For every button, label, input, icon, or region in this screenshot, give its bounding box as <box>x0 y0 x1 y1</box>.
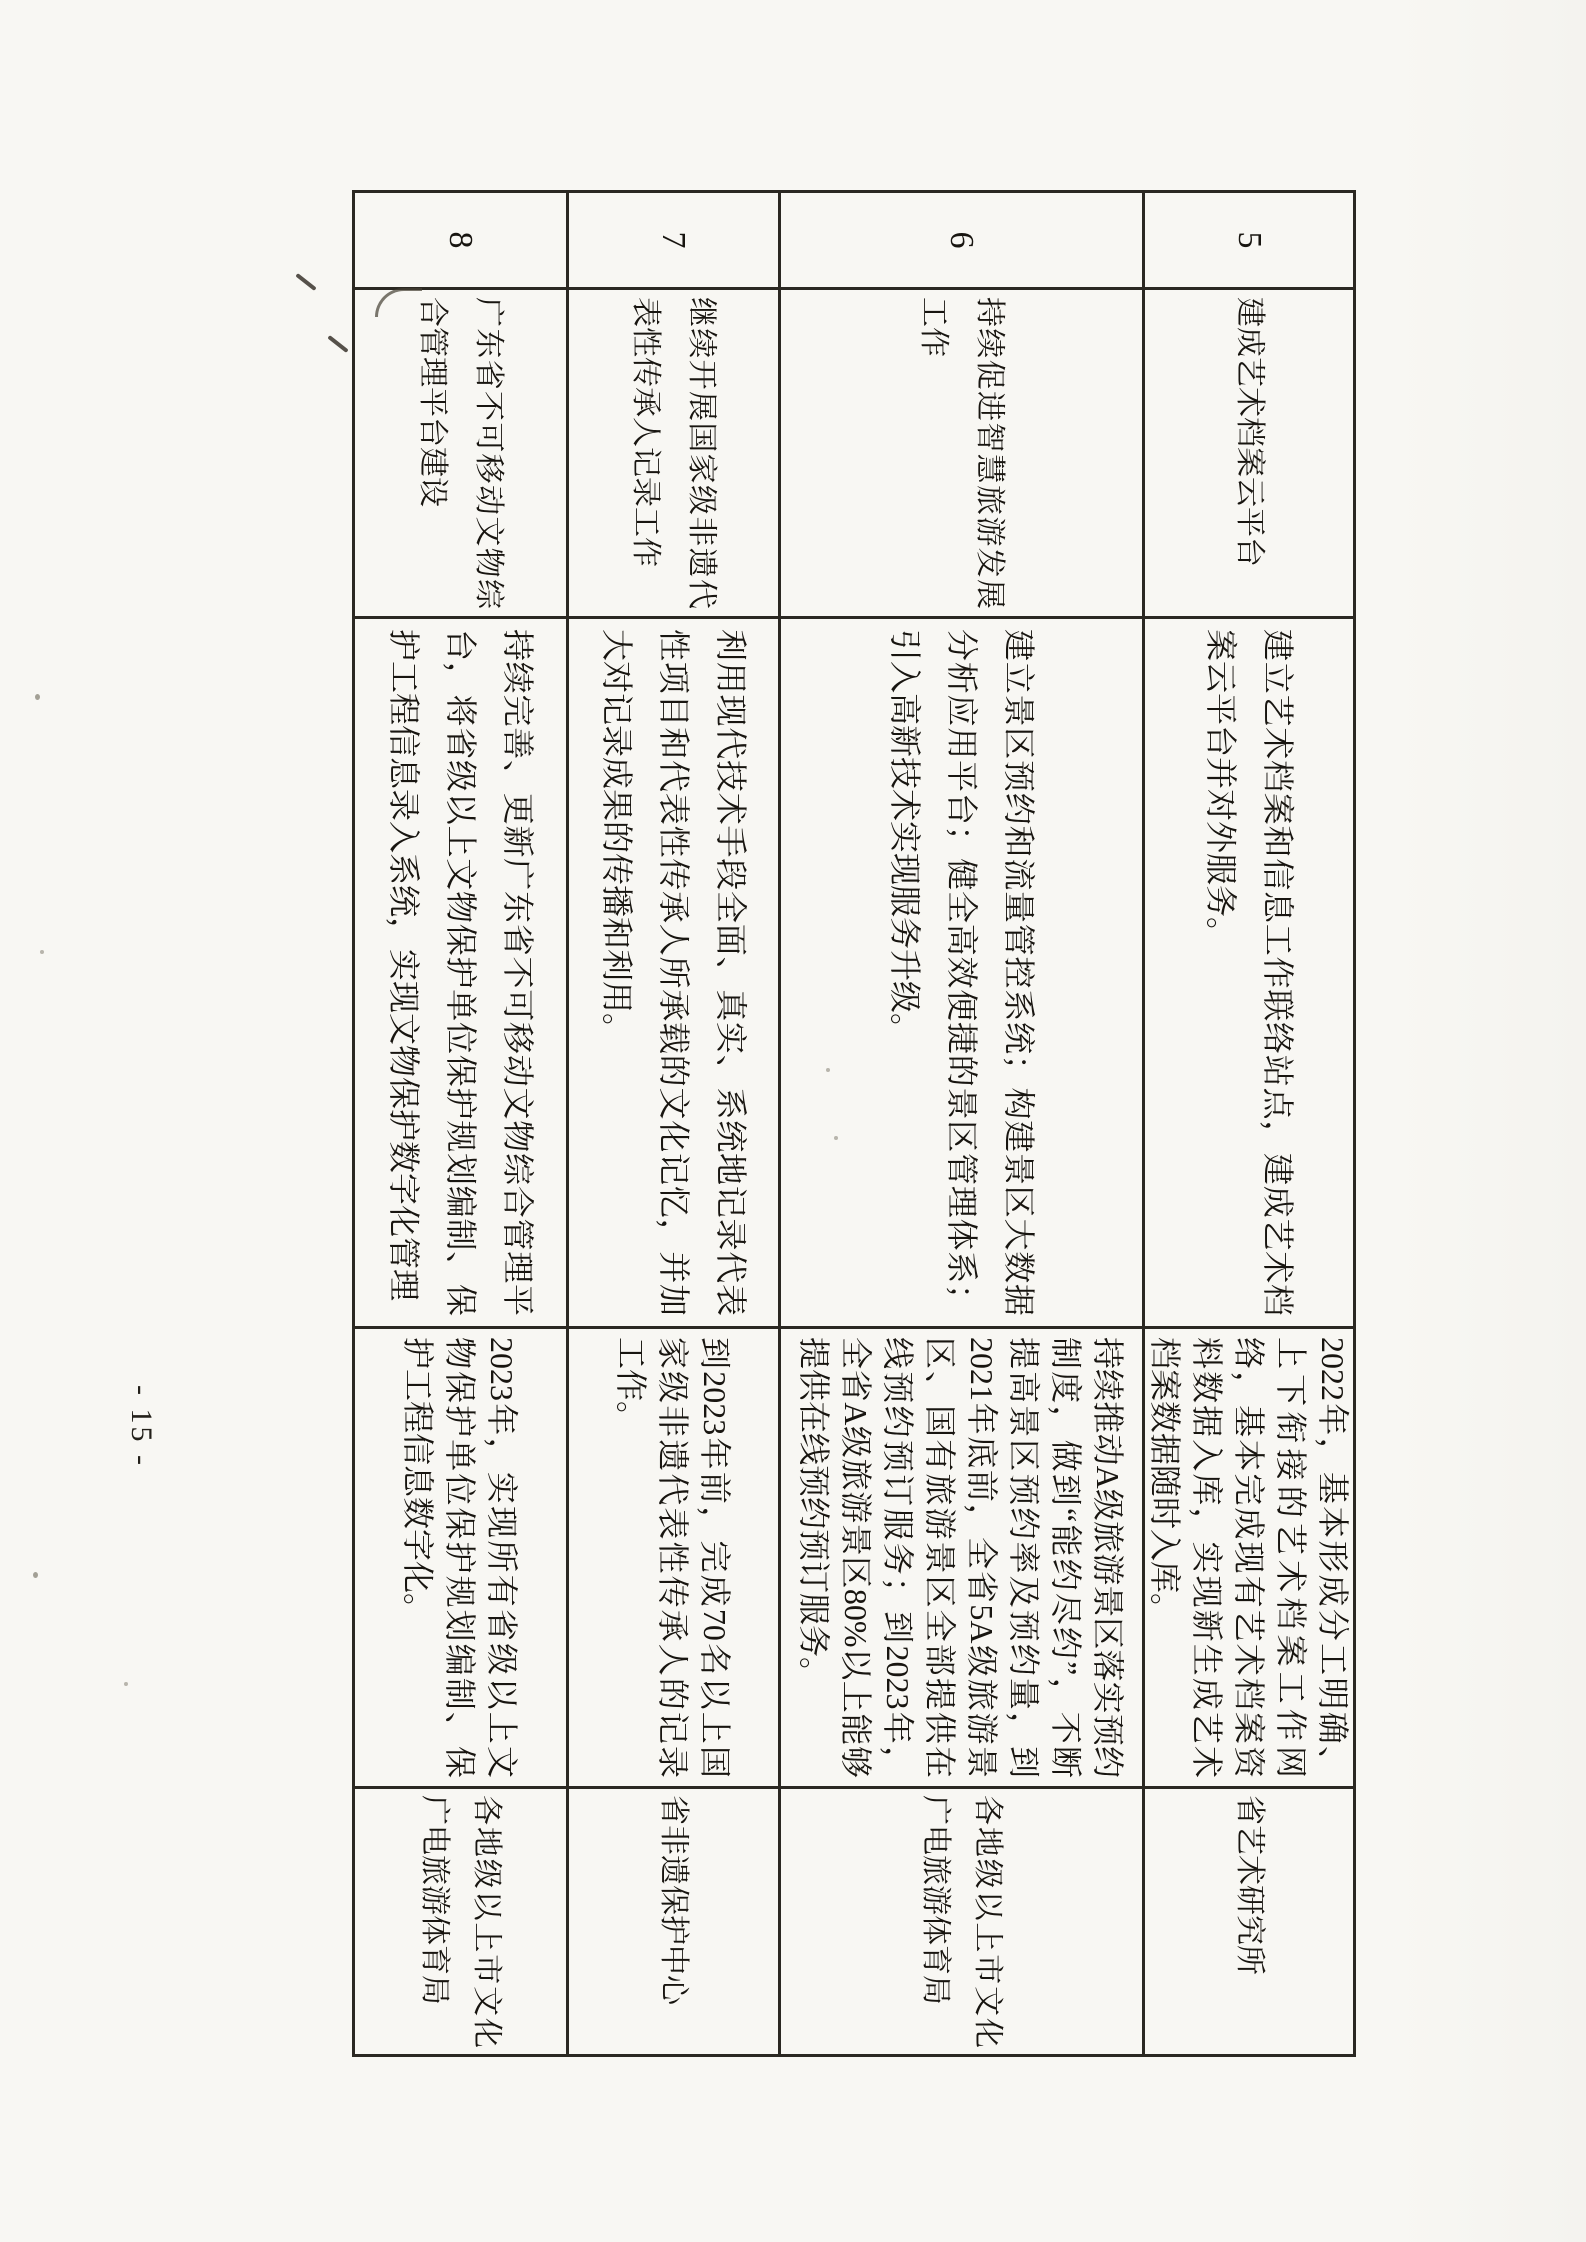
row6-unit: 各地级以上市文化广电旅游体育局 <box>919 1795 1005 2048</box>
row5-measures: 建立艺术档案和信息工作联络站点，建成艺术档案云平台并对外服务。 <box>1203 629 1296 1316</box>
row7-index-cell <box>566 193 778 290</box>
pen-tick-mark <box>327 335 348 353</box>
scan-speck <box>826 1068 830 1072</box>
row7-goal-cell <box>566 1329 778 1789</box>
scan-speck <box>40 950 44 954</box>
row5-task-cell <box>1142 290 1353 619</box>
row8-task-cell <box>355 290 566 619</box>
row8-unit-cell <box>355 1789 566 2054</box>
row8-unit: 各地级以上市文化广电旅游体育局 <box>418 1795 504 2048</box>
row5-unit: 省艺术研究所 <box>1233 1795 1266 1975</box>
row6-index: 6 <box>943 231 981 249</box>
row7-unit: 省非遗保护中心 <box>657 1795 691 2005</box>
row7-task: 继续开展国家级非遗代表性传承人记录工作 <box>629 297 719 609</box>
scan-speck <box>33 1572 38 1578</box>
row6-task: 持续促进智慧旅游发展工作 <box>917 297 1007 609</box>
pen-tick-mark <box>295 273 316 291</box>
row8-index: 8 <box>442 231 480 249</box>
row7-measures: 利用现代技术手段全面、真实、系统地记录代表性项目和代表性传承人所承载的文化记忆，并加大对记录成果的传播和利用。 <box>599 629 749 1316</box>
row8-measures: 持续完善、更新广东省不可移动文物综合管理平台，将省级以上文物保护单位保护规划编制、保护工程信息录入系统，实现文物保护数字化管理 <box>386 629 536 1316</box>
page-number: - 15 - <box>125 1385 158 1468</box>
row5-unit-cell <box>1142 1789 1353 2054</box>
scan-speck <box>124 1682 128 1686</box>
row6-measures: 建立景区预约和流量管控系统；构建景区大数据分析应用平台；健全高效便捷的景区管理体系；引入高新技术实现服务升级。 <box>887 629 1037 1316</box>
scan-speck <box>35 694 40 700</box>
row8-measures-cell <box>355 619 566 1329</box>
scan-speck <box>834 1136 838 1140</box>
row5-goal: 2022年，基本形成分工明确、上下衔接的艺术档案工作网络，基本完成现有艺术档案资料数据入库，实现新生成艺术档案数据随时入库。 <box>1147 1337 1351 1778</box>
row5-index: 5 <box>1231 231 1268 249</box>
work-plan-table <box>352 190 1356 2057</box>
row6-goal: 持续推动A级旅游景区落实预约制度，做到“能约尽约”，不断提高景区预约率及预约量，到2021年底前，全省5A级旅游景区、国有旅游景区全部提供在线预约预订服务；到2023年，全省A级旅游景区80%以上能够提供在线预约预订服务。 <box>796 1337 1127 1778</box>
row7-measures-cell <box>566 619 778 1329</box>
row7-unit-cell <box>566 1789 778 2054</box>
row5-goal-cell <box>1142 1329 1353 1789</box>
row5-measures-cell <box>1142 619 1353 1329</box>
row7-goal: 到2023年前，完成70名以上国家级非遗代表性传承人的记录工作。 <box>613 1337 734 1778</box>
row8-task: 广东省不可移动文物综合管理平台建设 <box>416 297 506 609</box>
row6-unit-cell <box>778 1789 1142 2054</box>
row6-goal-cell <box>778 1329 1142 1789</box>
row7-task-cell <box>566 290 778 619</box>
row8-goal-cell <box>355 1329 566 1789</box>
row8-index-cell <box>355 193 566 290</box>
row6-task-cell <box>778 290 1142 619</box>
row6-measures-cell <box>778 619 1142 1329</box>
row5-index-cell <box>1142 193 1353 290</box>
row7-index: 7 <box>655 231 693 249</box>
row6-index-cell <box>778 193 1142 290</box>
row5-task: 建成艺术档案云平台 <box>1233 297 1266 567</box>
row8-goal: 2023年，实现所有省级以上文物保护单位保护规划编制、保护工程信息数字化。 <box>400 1337 521 1778</box>
